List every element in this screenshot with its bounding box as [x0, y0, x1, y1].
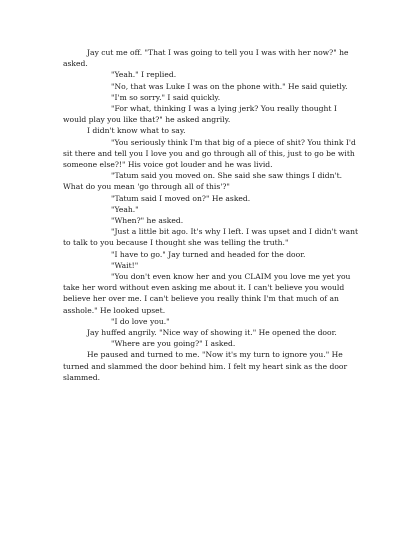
paragraph: "Yeah." I replied. — [111, 70, 177, 80]
paragraph: "When?" he asked. — [111, 216, 184, 226]
paragraph: "Yeah." — [111, 204, 139, 214]
paragraph: "You seriously think I'm that big of a piece of shit? You think I'd sit there and tell you I love you and go through all of this, just to go be with someone else?!" His voice got louder and he was livid. — [63, 137, 356, 170]
paragraph: "I'm so sorry." I said quickly. — [111, 92, 221, 102]
paragraph: "No, that was Luke I was on the phone with." He said quietly. — [111, 81, 348, 91]
paragraph: "Where are you going?" I asked. — [111, 339, 236, 349]
paragraph: I didn't know what to say. — [87, 126, 186, 136]
paragraph: "Just a little bit ago. It's why I left. I was upset and I didn't want to talk to you because I thought she was telling the truth." — [63, 227, 359, 248]
paragraph: "For what, thinking I was a lying jerk? You really thought I would play you like that?" he asked angrily. — [63, 104, 337, 125]
paragraph: "I do love you." — [111, 316, 170, 326]
paragraph: "Tatum said you moved on. She said she saw things I didn't. What do you mean 'go through all of this'?" — [63, 171, 343, 192]
paragraph: "Tatum said I moved on?" He asked. — [111, 193, 251, 203]
paragraph: "Wait!" — [111, 260, 139, 270]
paragraph: Jay huffed angrily. "Nice way of showing it." He opened the door. — [87, 328, 337, 338]
paragraph: Jay cut me off. "That I was going to tell you I was with her now?" he asked. — [63, 48, 349, 69]
text-body — [63, 47, 360, 383]
paragraph: "You don't even know her and you CLAIM you love me yet you take her word without even asking me about it. I can't believe you would believe her over me. I can't believe you really think I'm that much of an asshole." He looked upset. — [63, 272, 351, 315]
paragraph: He paused and turned to me. "Now it's my turn to ignore you." He turned and slammed the door behind him. I felt my heart sink as the door slammed. — [63, 350, 348, 382]
paragraph: "I have to go." Jay turned and headed for the door. — [111, 249, 306, 259]
